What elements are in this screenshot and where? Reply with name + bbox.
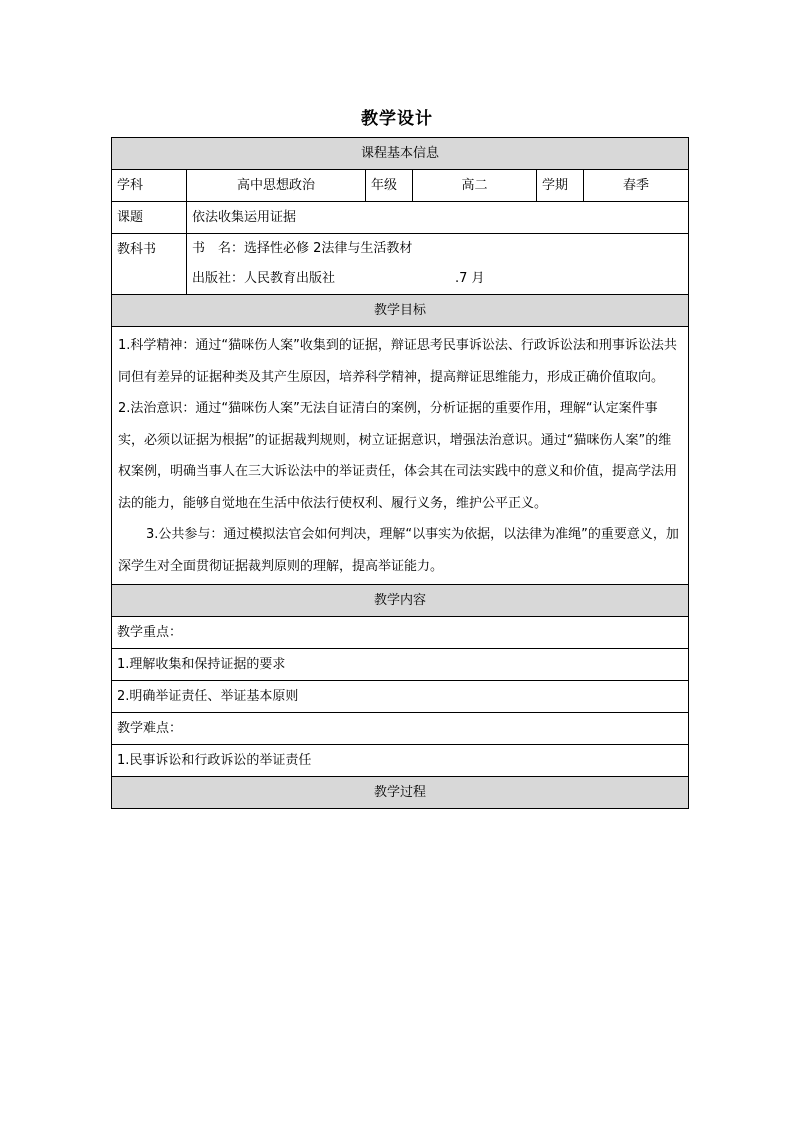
- term-value: 春季: [584, 170, 689, 202]
- key-points-label: 教学重点：: [112, 617, 689, 649]
- topic-value: 依法收集运用证据: [187, 202, 689, 234]
- subject-value: 高中思想政治: [187, 170, 366, 202]
- subject-label: 学科: [112, 170, 187, 202]
- key-point-item: 2.明确举证责任、举证基本原则: [112, 681, 689, 713]
- textbook-publisher-row: [187, 264, 689, 295]
- section-header-content: 教学内容: [112, 585, 689, 617]
- objective-item: 3.公共参与：通过模拟法官会如何判决，理解“以事实为依据，以法律为准绳”的重要意义，加深学生对全面贯彻证据裁判原则的理解，提高举证能力。: [118, 527, 679, 574]
- grade-label: 年级: [366, 170, 413, 202]
- textbook-name: 书 名：选择性必修 2法律与生活教材: [187, 234, 689, 265]
- textbook-label: 教科书: [112, 234, 187, 295]
- key-point-item: 1.理解收集和保持证据的要求: [112, 649, 689, 681]
- section-header-process: 教学过程: [112, 777, 689, 809]
- document-title: 教学设计: [361, 109, 433, 129]
- lesson-plan-table: [111, 137, 689, 809]
- grade-value: 高二: [413, 170, 537, 202]
- difficulties-label: 教学难点：: [112, 713, 689, 745]
- publisher: 出版社：人民教育出版社: [192, 271, 336, 287]
- section-header-objectives: 教学目标: [112, 295, 689, 327]
- objective-item: 1.科学精神：通过“猫咪伤人案”收集到的证据，辩证思考民事诉讼法、行政诉讼法和刑事诉讼法共同但有差异的证据种类及其产生原因，培养科学精神，提高辩证思维能力，形成正确价值取向。: [118, 338, 677, 385]
- publish-date: .7 月: [455, 271, 485, 287]
- objectives-body: [112, 327, 689, 585]
- topic-label: 课题: [112, 202, 187, 234]
- term-label: 学期: [537, 170, 584, 202]
- objective-item: 2.法治意识：通过“猫咪伤人案”无法自证清白的案例，分析证据的重要作用，理解“认定案件事实，必须以证据为根据”的证据裁判规则，树立证据意识，增强法治意识。通过“猫咪伤人案”的维权案例，明确当事人在三大诉讼法中的举证责任，体会其在司法实践中的意义和价值，提高学法用法的能力，能够自觉地在生活中依法行使权利、履行义务，维护公平正义。: [118, 401, 678, 511]
- difficulty-item: 1.民事诉讼和行政诉讼的举证责任: [112, 745, 689, 777]
- section-header-basic-info: 课程基本信息: [112, 138, 689, 170]
